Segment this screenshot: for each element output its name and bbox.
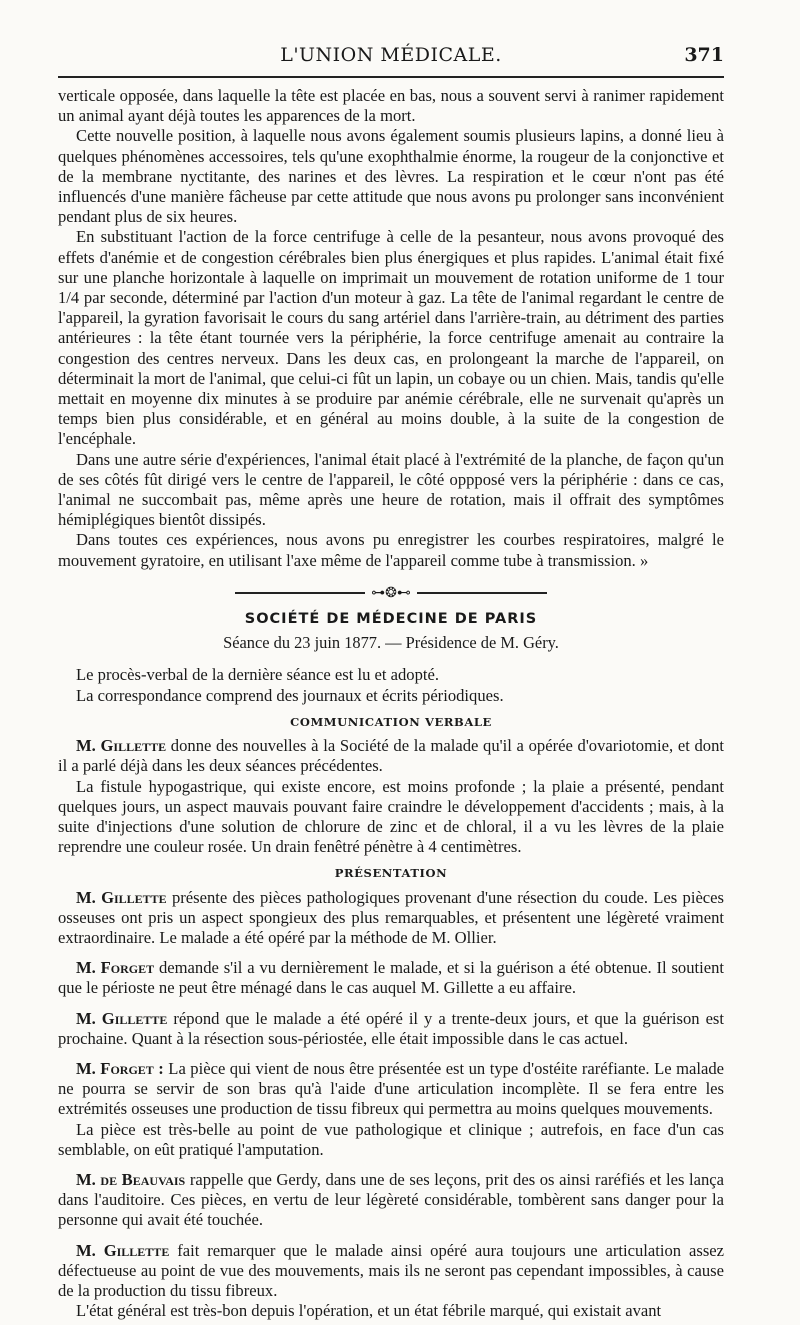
paragraph-text: demande s'il a vu dernièrement le malade, et si la guérison a été obtenue. Il soutient que le périoste ne peut être ménagé dans le cas auquel M. Gillette a eu affaire. <box>58 958 725 998</box>
paragraph: La correspondance comprend des journaux et écrits périodiques. <box>76 685 504 705</box>
speaker-name: M. Gillette <box>76 736 167 756</box>
speaker-name: M. de Beauvais <box>76 1169 186 1189</box>
paragraph <box>58 1170 724 1231</box>
paragraph-text: présente des pièces pathologiques provenant d'une résection du coude. Les pièces osseuses ont pris un aspect spongieux des plus remarquables, et présentent une légèreté vraiment extraordinaire. Le malade a été opéré par la méthode de M. Ollier. <box>58 887 724 947</box>
spacer <box>58 1231 724 1241</box>
spacer <box>58 1160 724 1170</box>
paragraph-text: fait remarquer que le malade ainsi opéré aura toujours une articulation assez défectueuse au point de vue des mouvements, mais ils ne seront pas cependant impossibles, à cause de la production du tissu fibreux. <box>58 1240 725 1300</box>
paragraph <box>58 1241 724 1302</box>
speaker-name: M. Forget : <box>76 1058 164 1078</box>
paragraph-text: La pièce qui vient de nous être présentée est un type d'ostéite raréfiante. Le malade ne pourra se servir de son bras qu'à l'aide d'une articulation incomplète. Il se fera entre les extrémités osseuses une production de tissu fibreux qui permettra au moins quelques mouvements. <box>58 1058 724 1119</box>
page-header <box>58 44 724 70</box>
header-rule <box>58 76 724 78</box>
paragraph: La pièce est très-belle au point de vue pathologique et clinique ; autrefois, en face d'un cas semblable, on eût pratiqué l'amputation. <box>58 1119 724 1159</box>
ornament-line-right <box>417 592 547 594</box>
paragraph-text: rappelle que Gerdy, dans une de ses leçons, prit des os ainsi raréfiés et les lança dans l'auditoire. Ces pièces, en vertu de leur légèreté considérable, tombèrent sans danger pour la personne qui avait été touchée. <box>58 1169 725 1230</box>
page-number: 371 <box>684 44 724 66</box>
paragraph: La fistule hypogastrique, qui existe encore, est moins profonde ; la plaie a présenté, pendant quelques jours, un aspect mauvais pouvant faire craindre le développement d'accidents ; mais, à la suite d'injections d'une solution de chlorure de zinc et de chloral, il a vu les lèvres de la plaie reprendre une couleur rosée. Un drain fenêtré pénètre à 4 centimètres. <box>58 776 724 857</box>
running-title: L'UNION MÉDICALE. <box>280 44 502 66</box>
speaker-name: M. Gillette <box>76 1240 170 1260</box>
paragraph: Le procès-verbal de la dernière séance est lu et adopté. <box>76 665 440 685</box>
paragraph: En substituant l'action de la force centrifuge à celle de la pesanteur, nous avons provoqué des effets d'anémie et de congestion cérébrales bien plus énergiques et plus rapides. L'animal était fixé sur une planche horizontale à laquelle on imprimait un mouvement de rotation uniforme de 1 tour 1/4 par seconde, déterminé par l'action d'un moteur à gaz. La tête de l'animal regardant le centre de l'appareil, la gyration favorisait le cours du sang artériel dans l'arrière-train, au détriment des parties antérieures : la tête étant tournée vers la périphérie, la force centrifuge amenait au contraire la congestion des centres nerveux. Dans les deux cas, en prolongeant la marche de l'appareil, on déterminait la mort de l'animal, que celui-ci fût un lapin, un cobaye ou un chien. Mais, tandis qu'elle mettait en moyenne dix minutes à se produire par anémie cérébrale, elle ne survenait qu'après un temps bien plus considérable, et en général au moins double, à la suite de la congestion de l'encéphale. <box>58 227 724 449</box>
speaker-name: M. Forget <box>76 958 155 978</box>
presentation-heading: PRÉSENTATION <box>334 866 448 881</box>
section-ornament <box>58 583 724 603</box>
paragraph-text: répond que le malade a été opéré il y a trente-deux jours, et que la guérison est prochaine. Quant à la résection sous-périostée, elle était impossible dans le cas actuel. <box>58 1008 724 1048</box>
paragraph <box>58 888 724 949</box>
paragraph-text: donne des nouvelles à la Société de la malade qu'il a opérée d'ovariotomie, et dont il a parlé déjà dans les deux séances précédentes. <box>58 736 724 776</box>
paragraph <box>58 1009 724 1049</box>
ornament-glyph: ⊶❂⊷ <box>371 584 411 601</box>
paragraph: Dans une autre série d'expériences, l'animal était placé à l'extrémité de la planche, de façon qu'un de ses côtés fût dirigé vers le centre de l'appareil, le côté oppposé vers la périphérie : dans ce cas, l'animal ne succombait pas, même après une heure de rotation, mais il offrait des symptômes hémiplégiques bientôt dissipés. <box>58 449 724 530</box>
spacer <box>58 1049 724 1059</box>
paragraph: Cette nouvelle position, à laquelle nous avons également soumis plusieurs lapins, a donné lieu à quelques phénomènes accessoires, tels qu'une exophthalmie énorme, la rougeur de la conjonctive et de la membrane nyctitante, des narines et des lèvres. La respiration et le cœur n'ont pas été influencés d'une manière fâcheuse par cette attitude que nous avons pu prolonger sans inconvénient pendant plus de six heures. <box>58 126 724 227</box>
ornament-line-left <box>235 592 365 594</box>
speaker-name: M. Gillette <box>76 1008 168 1028</box>
speaker-name: M. Gillette <box>76 887 167 907</box>
article-body <box>58 86 724 1321</box>
paragraph <box>58 958 724 998</box>
paragraph <box>58 736 724 776</box>
spacer <box>58 999 724 1009</box>
seance-line: Séance du 23 juin 1877. — Présidence de M. Géry. <box>223 633 559 653</box>
spacer <box>58 948 724 958</box>
communication-heading: COMMUNICATION VERBALE <box>290 714 492 729</box>
paragraph: verticale opposée, dans laquelle la tête est placée en bas, nous a souvent servi à ranimer rapidement un animal ayant déjà toutes les apparences de la mort. <box>58 86 724 126</box>
paragraph <box>58 1059 724 1120</box>
paragraph: L'état général est très-bon depuis l'opération, et un état fébrile marqué, qui existait avant <box>76 1301 662 1321</box>
society-title: SOCIÉTÉ DE MÉDECINE DE PARIS <box>244 611 538 628</box>
paragraph: Dans toutes ces expériences, nous avons pu enregistrer les courbes respiratoires, malgré le mouvement gyratoire, en utilisant l'axe même de l'appareil comme tube à transmission. » <box>58 530 724 570</box>
